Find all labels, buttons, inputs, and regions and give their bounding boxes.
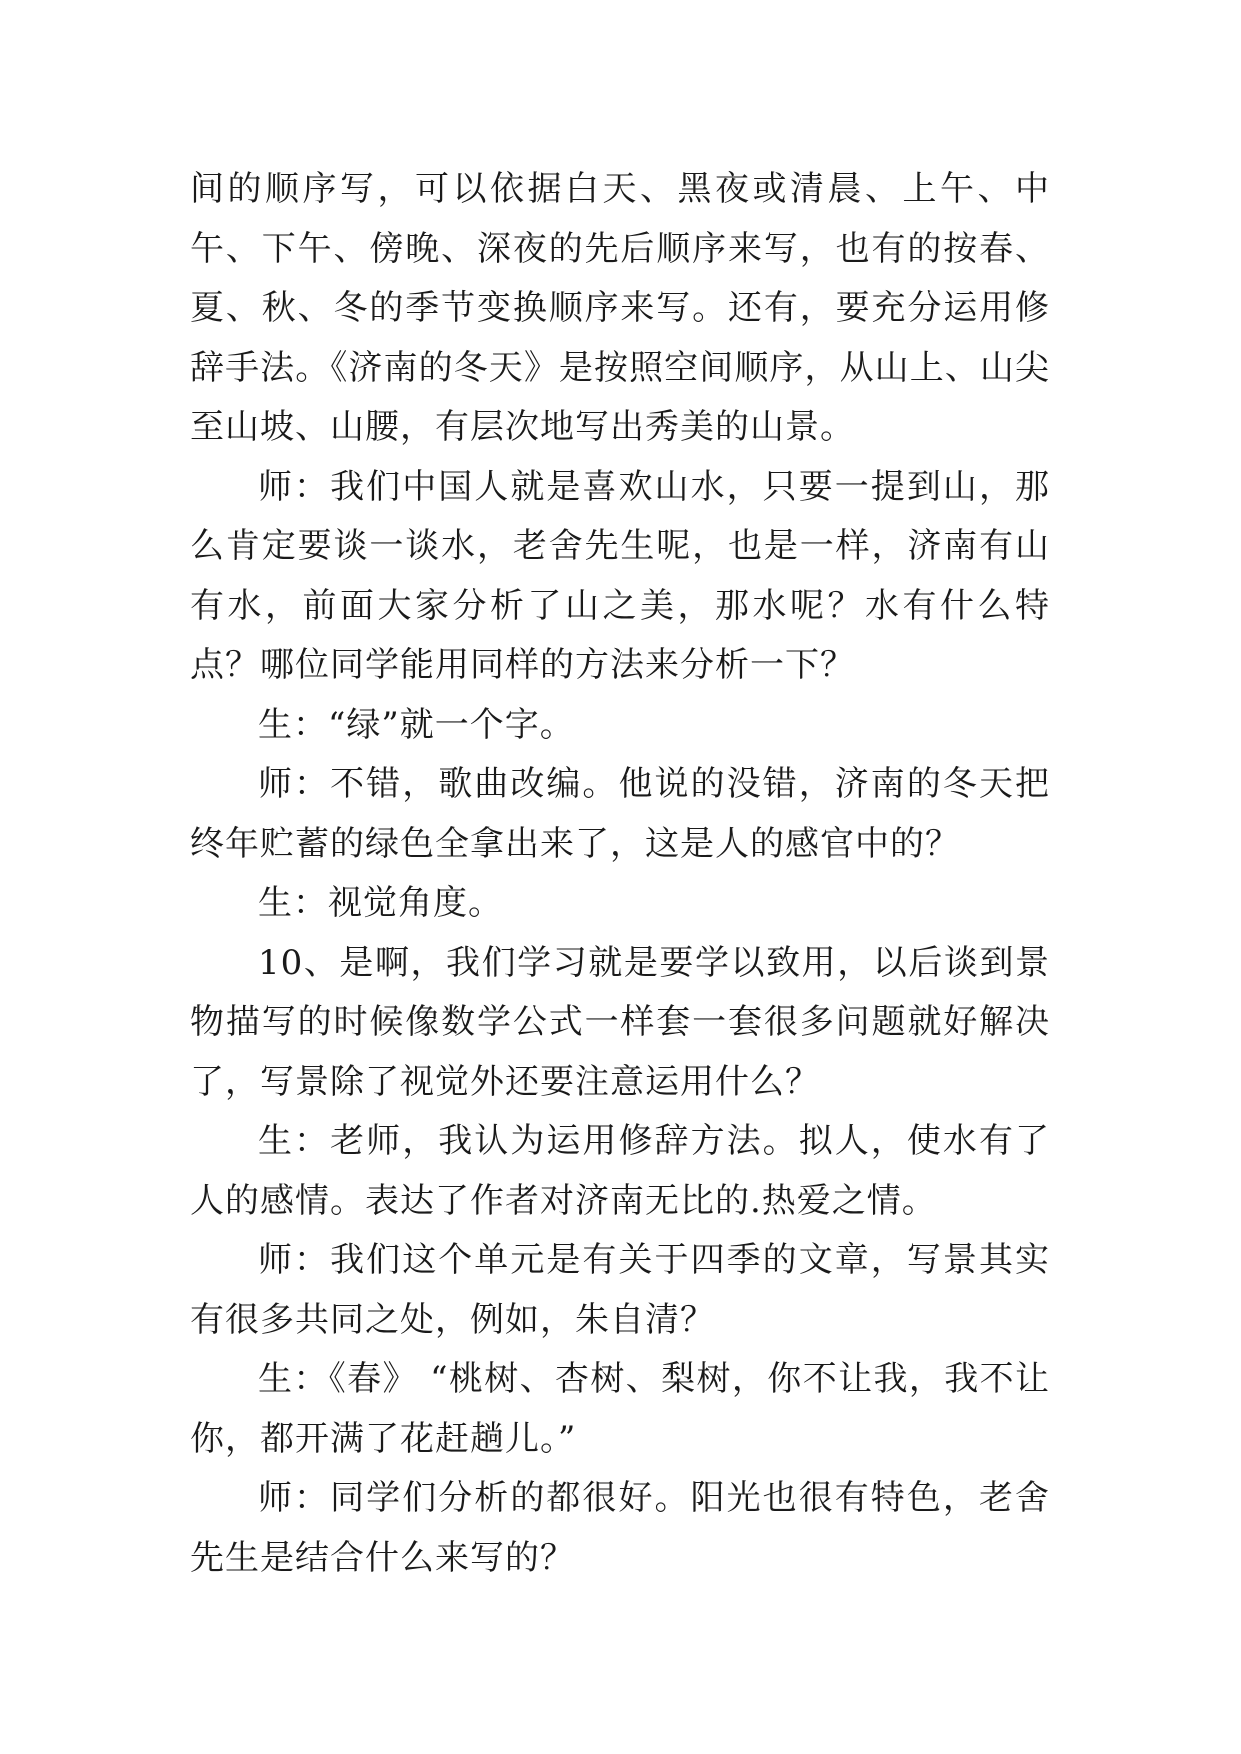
paragraph-student-rhetoric: 生：老师，我认为运用修辞方法。拟人，使水有了人的感情。表达了作者对济南无比的.热爱之情。	[190, 1121, 1050, 1221]
paragraph-student-green: 生：“绿”就一个字。	[258, 704, 575, 745]
paragraph-teacher-senses: 师：不错，歌曲改编。他说的没错，济南的冬天把终年贮蓄的绿色全拿出来了，这是人的感官中的？	[190, 764, 1050, 864]
paragraph-continued: 间的顺序写，可以依据白天、黑夜或清晨、上午、中午、下午、傍晚、深夜的先后顺序来写，也有的按春、夏、秋、冬的季节变换顺序来写。还有，要充分运用修辞手法。《济南的冬天》是按照空间顺序，从山上、山尖至山坡、山腰，有层次地写出秀美的山景。	[190, 169, 1050, 447]
document-body	[190, 160, 1050, 1588]
paragraph-student-spring: 生：《春》 “桃树、杏树、梨树，你不让我，我不让你，都开满了花赶趟儿。”	[190, 1359, 1050, 1459]
paragraph-teacher-sunlight: 师：同学们分析的都很好。阳光也很有特色，老舍先生是结合什么来写的？	[190, 1478, 1050, 1578]
paragraph-teacher-seasons: 师：我们这个单元是有关于四季的文章，写景其实有很多共同之处，例如，朱自清？	[190, 1240, 1050, 1340]
paragraph-step-10: 10、是啊，我们学习就是要学以致用，以后谈到景物描写的时候像数学公式一样套一套很多问题就好解决了，写景除了视觉外还要注意运用什么？	[190, 942, 1050, 1102]
paragraph-teacher-water: 师：我们中国人就是喜欢山水，只要一提到山，那么肯定要谈一谈水，老舍先生呢，也是一样，济南有山有水，前面大家分析了山之美，那水呢？水有什么特点？哪位同学能用同样的方法来分析一下？	[190, 466, 1050, 685]
paragraph-student-visual: 生：视觉角度。	[258, 883, 503, 923]
